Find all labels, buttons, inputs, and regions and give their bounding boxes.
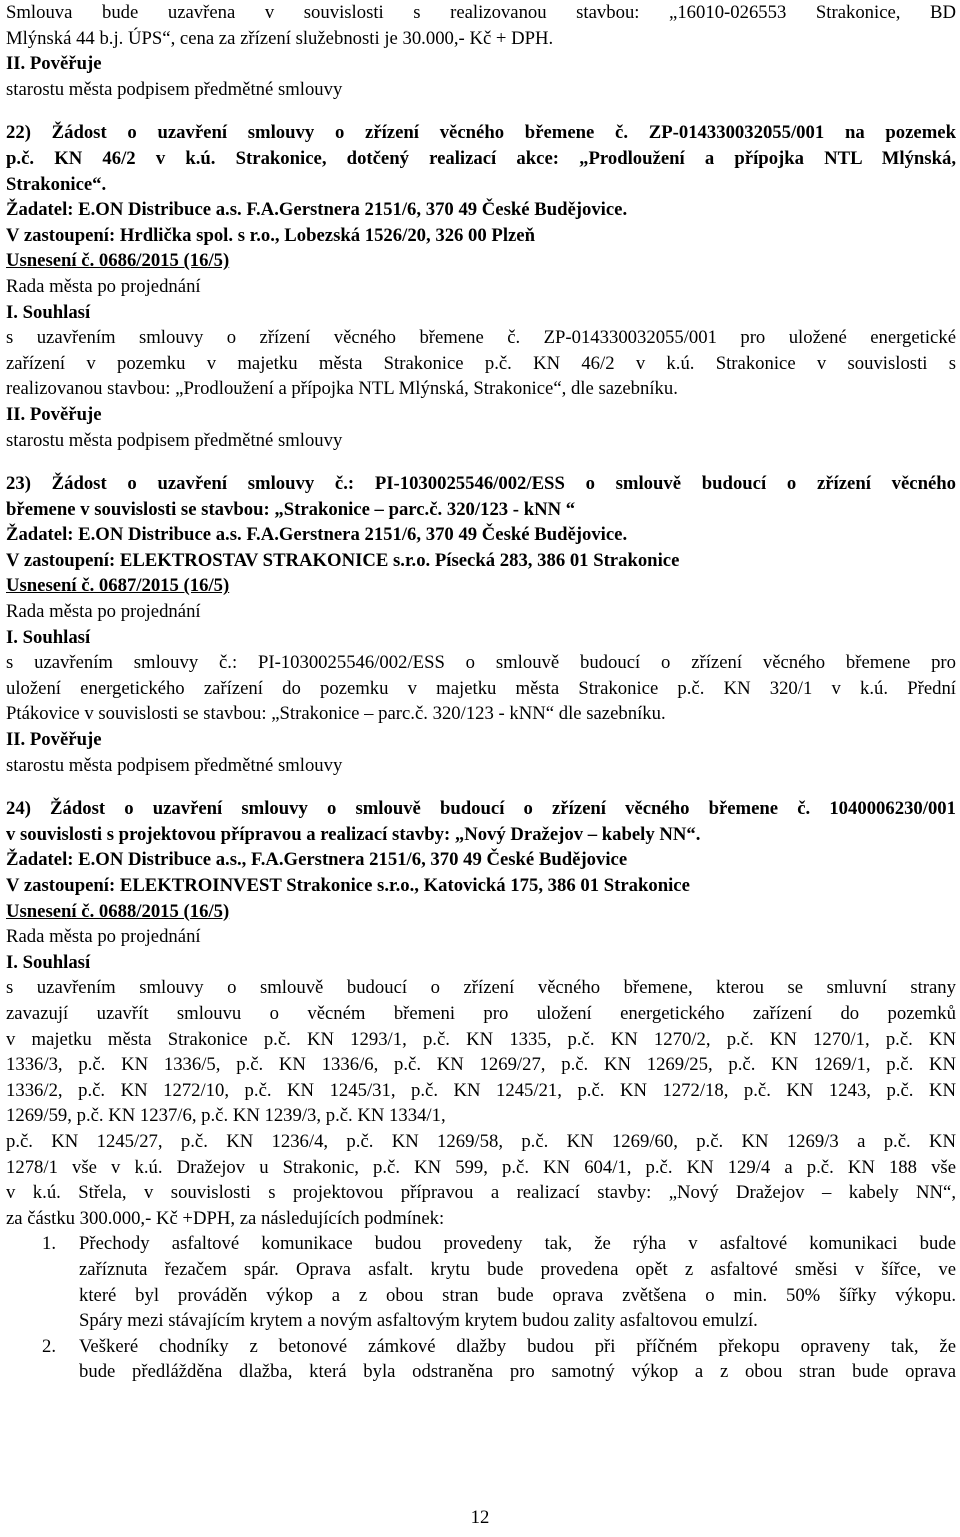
condition-1-line-1: Přechody asfaltové komunikace budou provedeny tak, že rýha v asfaltové komunikaci bude [79,1233,956,1255]
item23-usneseni: Usnesení č. 0687/2015 (16/5) [6,575,230,597]
condition-2-line-1: Veškeré chodníky z betonové zámkové dlažby budou při příčném překopu opraveny tak, že [79,1335,956,1357]
item23-text-3: Ptákovice v souvislosti se stavbou: „Strakonice – parc.č. 320/123 - kNN“ dle sazebníku. [6,703,666,725]
page-number: 12 [470,1507,490,1528]
item23-text-2: uložení energetického zařízení do pozemku v majetku města Strakonice p.č. KN 320/1 v k.ú. Přední [6,677,956,699]
item24-usneseni: Usnesení č. 0688/2015 (16/5) [6,900,230,922]
item24-text-2: zavazují uzavřít smlouvu o věcném břemeni pro uložení energetického zařízení do pozemků [6,1002,956,1024]
intro-line-2: Mlýnská 44 b.j. ÚPS“, cena za zřízení služebnosti je 30.000,- Kč + DPH. [6,27,554,49]
item22-usneseni: Usnesení č. 0686/2015 (16/5) [6,250,230,272]
item23-rada: Rada města po projednání [6,601,201,623]
item24-heading-2: v souvislosti s projektovou přípravou a realizací stavby: „Nový Dražejov – kabely NN“. [6,823,701,845]
item24-rada: Rada města po projednání [6,926,201,948]
item22-heading-3: Strakonice“. [6,173,107,195]
condition-1-line-3: které byl prováděn výkop a z obou stran bude oprava zvětšena o min. 50% šířky výkopu. [79,1284,956,1306]
item24-text-9: v k.ú. Střela, v souvislosti s projektovou přípravou a realizací stavby: „Nový Dražejov – kabely NN“, [6,1182,956,1204]
intro-line-1: Smlouva bude uzavřena v souvislosti s realizovanou stavbou: „16010-026553 Strakonice, BD [6,2,956,23]
item23-souhlasi: I. Souhlasí [6,626,91,648]
item24-zastoupeni: V zastoupení: ELEKTROINVEST Strakonice s.r.o., Katovická 175, 386 01 Strakonice [6,875,690,896]
item22-rada: Rada města po projednání [6,275,201,297]
item24-zadatel: Žadatel: E.ON Distribuce a.s., F.A.Gerstnera 2151/6, 370 49 České Budějovice [6,849,628,871]
item24-text-1: s uzavřením smlouvy o smlouvě budoucí o zřízení věcného břemene, kterou se smluvní strany [6,977,956,999]
condition-2-line-2: bude předlážděna dlažba, která byla odstraněna pro samotný výkop a z obou stran bude oprava [79,1361,956,1383]
item23-zastoupeni: V zastoupení: ELEKTROSTAV STRAKONICE s.r.o. Písecká 283, 386 01 Strakonice [6,549,680,571]
condition-number: 2. [42,1335,57,1357]
item23-starosta: starostu města podpisem předmětné smlouvy [6,754,343,776]
item22-text-3: realizovanou stavbou: „Prodloužení a přípojka NTL Mlýnská, Strakonice“, dle sazebníku. [6,378,678,400]
condition-1-line-2: zaříznuta řezačem spár. Oprava asfalt. krytu bude provedena opět z asfaltové směsi v šířce, ve [79,1258,956,1280]
condition-item-1 [6,1231,956,1333]
item22-heading-1: 22) Žádost o uzavření smlouvy o zřízení věcného břemene č. ZP-014330032055/001 na pozemek [6,122,956,144]
item24-souhlasi: I. Souhlasí [6,951,91,973]
item23-text-1: s uzavřením smlouvy č.: PI-1030025546/002/ESS o smlouvě budoucí o zřízení věcného břemene pro [6,652,956,674]
item23-zadatel: Žadatel: E.ON Distribuce a.s. F.A.Gerstnera 2151/6, 370 49 České Budějovice. [6,524,628,546]
item24-text-5: 1336/2, p.č. KN 1272/10, p.č. KN 1245/31, p.č. KN 1245/21, p.č. KN 1272/18, p.č. KN 1243, p.č. KN [6,1079,956,1101]
item22-heading-2: p.č. KN 46/2 v k.ú. Strakonice, dotčený realizací akce: „Prodloužení a přípojka NTL Mlýnská, [6,147,956,169]
item24-text-10: za částku 300.000,- Kč +DPH, za následujících podmínek: [6,1207,445,1229]
item24-text-3: v majetku města Strakonice p.č. KN 1293/1, p.č. KN 1335, p.č. KN 1270/2, p.č. KN 1270/1, p.č. KN [6,1028,956,1050]
intro-povoruje: II. Pověřuje [6,53,102,75]
item22-zadatel: Žadatel: E.ON Distribuce a.s. F.A.Gerstnera 2151/6, 370 49 České Budějovice. [6,199,628,221]
item24-text-6: 1269/59, p.č. KN 1237/6, p.č. KN 1239/3, p.č. KN 1334/1, [6,1105,446,1127]
condition-item-2 [6,1334,956,1385]
item24-text-7: p.č. KN 1245/27, p.č. KN 1236/4, p.č. KN 1269/58, p.č. KN 1269/60, p.č. KN 1269/3 a p.č. KN [6,1130,956,1152]
item22-zastoupeni: V zastoupení: Hrdlička spol. s r.o., Lobezská 1526/20, 326 00 Plzeň [6,224,535,246]
item22-text-2: zařízení v pozemku v majetku města Strakonice p.č. KN 46/2 v k.ú. Strakonice v souvislosti s [6,352,956,374]
item22-text-1: s uzavřením smlouvy o zřízení věcného břemene č. ZP-014330032055/001 pro uložené energetické [6,327,956,349]
condition-1-line-4: Spáry mezi stávajícím krytem a novým asfaltovým krytem budou zality asfaltovou emulzí. [79,1310,758,1332]
intro-starosta: starostu města podpisem předmětné smlouvy [6,78,343,100]
item22-souhlasi: I. Souhlasí [6,301,91,323]
item23-heading-1: 23) Žádost o uzavření smlouvy č.: PI-1030025546/002/ESS o smlouvě budoucí o zřízení věcného [6,473,956,495]
item24-text-8: 1278/1 vše v k.ú. Dražejov u Strakonic, p.č. KN 599, p.č. KN 604/1, p.č. KN 129/4 a p.č. KN 188 vše [6,1156,956,1178]
item22-starosta: starostu města podpisem předmětné smlouvy [6,429,343,451]
item22-povoruje: II. Pověřuje [6,403,102,425]
item23-heading-2: břemene v souvislosti se stavbou: „Strakonice – parc.č. 320/123 - kNN “ [6,498,576,520]
item23-povoruje: II. Pověřuje [6,729,102,751]
item24-heading-1: 24) Žádost o uzavření smlouvy o smlouvě budoucí o zřízení věcného břemene č. 1040006230/001 [6,798,956,820]
item24-text-4: 1336/3, p.č. KN 1336/5, p.č. KN 1336/6, p.č. KN 1269/27, p.č. KN 1269/25, p.č. KN 1269/1, p.č. KN [6,1054,956,1076]
condition-number: 1. [42,1233,57,1255]
